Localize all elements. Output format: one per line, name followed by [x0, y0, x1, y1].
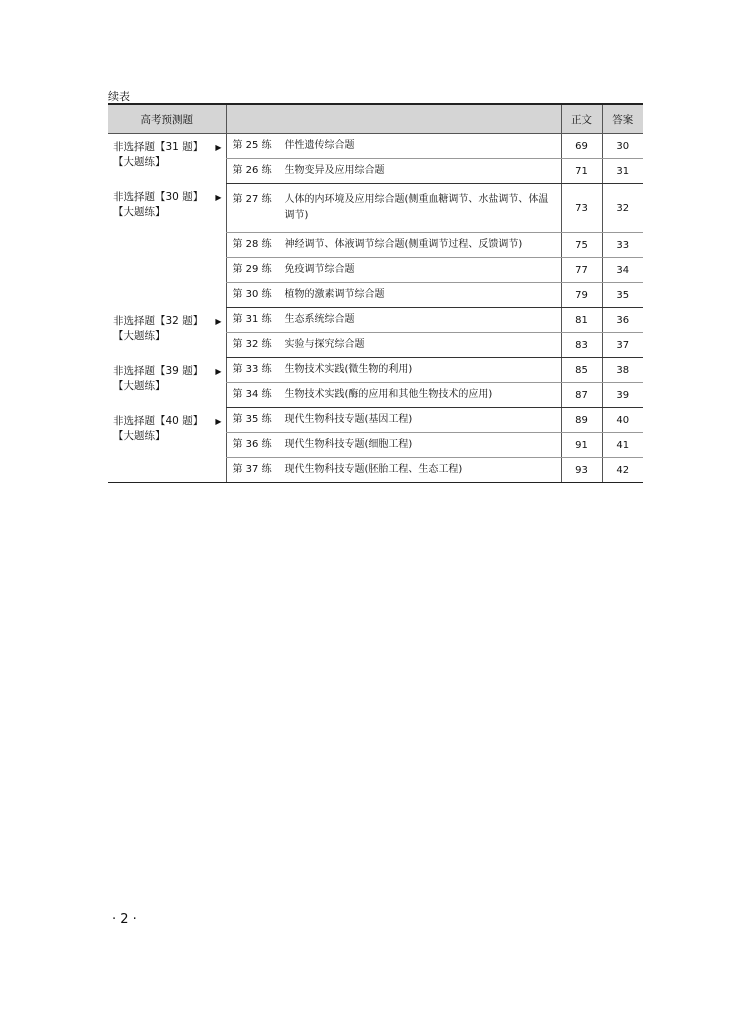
answer-page: 37 — [602, 333, 643, 358]
body-page: 75 — [561, 233, 602, 258]
lesson-number: 第 28 练 — [232, 239, 272, 250]
item-cell[interactable] — [226, 283, 561, 308]
lesson-title: 生物变异及应用综合题 — [284, 165, 385, 176]
answer-page: 41 — [602, 433, 643, 458]
triangle-right-icon: ▶ — [215, 192, 222, 202]
body-page: 79 — [561, 283, 602, 308]
body-page: 85 — [561, 358, 602, 383]
answer-page: 33 — [602, 233, 643, 258]
lesson-title: 生态系统综合题 — [284, 314, 355, 325]
body-page: 91 — [561, 433, 602, 458]
lesson-number: 第 27 练 — [232, 194, 272, 205]
lesson-title: 神经调节、体液调节综合题(侧重调节过程、反馈调节) — [284, 239, 523, 250]
section-cell — [108, 184, 226, 308]
section-subtitle: 【大题练】 — [113, 205, 166, 218]
item-cell[interactable] — [226, 159, 561, 184]
section-cell — [108, 358, 226, 408]
triangle-right-icon: ▶ — [215, 316, 222, 326]
body-page: 87 — [561, 383, 602, 408]
page-number: · 2 · — [112, 912, 137, 927]
lesson-title: 现代生物科技专题(胚胎工程、生态工程) — [284, 464, 463, 475]
answer-page: 36 — [602, 308, 643, 333]
answer-page: 34 — [602, 258, 643, 283]
answer-page: 39 — [602, 383, 643, 408]
section-title: 非选择题【31 题】 — [113, 141, 204, 153]
item-cell[interactable] — [226, 184, 561, 233]
item-cell[interactable] — [226, 358, 561, 383]
item-cell[interactable] — [226, 258, 561, 283]
lesson-title: 现代生物科技专题(细胞工程) — [284, 439, 413, 450]
answer-page: 38 — [602, 358, 643, 383]
answer-page: 40 — [602, 408, 643, 433]
item-cell[interactable] — [226, 233, 561, 258]
lesson-number: 第 30 练 — [232, 289, 272, 300]
table-row — [108, 134, 643, 159]
table-row — [108, 184, 643, 233]
item-cell[interactable] — [226, 383, 561, 408]
lesson-number: 第 26 练 — [232, 165, 272, 176]
triangle-right-icon: ▶ — [215, 416, 222, 426]
section-subtitle: 【大题练】 — [113, 156, 166, 168]
lesson-title: 现代生物科技专题(基因工程) — [284, 414, 413, 425]
lesson-number: 第 35 练 — [232, 414, 272, 425]
lesson-title: 免疫调节综合题 — [284, 264, 355, 275]
lesson-number: 第 31 练 — [232, 314, 272, 325]
table-row — [108, 308, 643, 333]
section-subtitle: 【大题练】 — [113, 379, 166, 392]
body-page: 93 — [561, 458, 602, 483]
lesson-title: 人体的内环境及应用综合题(侧重血糖调节、水盐调节、体温调节) — [284, 194, 549, 221]
triangle-right-icon: ▶ — [215, 366, 222, 376]
lesson-number: 第 25 练 — [232, 140, 272, 151]
lesson-title: 生物技术实践(酶的应用和其他生物技术的应用) — [284, 389, 493, 400]
section-title: 非选择题【40 题】 — [113, 414, 204, 427]
lesson-number: 第 36 练 — [232, 439, 272, 450]
answer-page: 42 — [602, 458, 643, 483]
item-cell[interactable] — [226, 333, 561, 358]
section-title: 非选择题【32 题】 — [113, 314, 204, 327]
body-page: 71 — [561, 159, 602, 184]
lesson-number: 第 37 练 — [232, 464, 272, 475]
section-subtitle: 【大题练】 — [113, 429, 166, 442]
triangle-right-icon: ▶ — [215, 143, 222, 152]
answer-page: 30 — [602, 134, 643, 159]
body-page: 81 — [561, 308, 602, 333]
item-cell[interactable] — [226, 408, 561, 433]
table-row — [108, 358, 643, 383]
lesson-number: 第 34 练 — [232, 389, 272, 400]
item-cell[interactable] — [226, 134, 561, 159]
answer-page: 32 — [602, 184, 643, 233]
body-page: 89 — [561, 408, 602, 433]
answer-page: 31 — [602, 159, 643, 184]
lesson-title: 生物技术实践(微生物的利用) — [284, 364, 413, 375]
item-cell[interactable] — [226, 308, 561, 333]
section-cell — [108, 134, 226, 184]
body-page: 83 — [561, 333, 602, 358]
lesson-title: 植物的激素调节综合题 — [284, 289, 385, 300]
header-item — [226, 104, 561, 134]
lesson-number: 第 32 练 — [232, 339, 272, 350]
lesson-title: 伴性遗传综合题 — [284, 140, 355, 151]
header-answer-page: 答案 — [602, 104, 643, 134]
lesson-title: 实验与探究综合题 — [284, 339, 365, 350]
header-body-page: 正文 — [561, 104, 602, 134]
section-cell — [108, 308, 226, 358]
lesson-number: 第 33 练 — [232, 364, 272, 375]
table-caption: 续表 — [108, 90, 130, 103]
contents-table — [108, 103, 643, 483]
section-title: 非选择题【30 题】 — [113, 190, 204, 203]
section-title: 非选择题【39 题】 — [113, 364, 204, 377]
body-page: 77 — [561, 258, 602, 283]
answer-page: 35 — [602, 283, 643, 308]
body-page: 69 — [561, 134, 602, 159]
table-header-row — [108, 104, 643, 134]
section-cell — [108, 408, 226, 483]
item-cell[interactable] — [226, 433, 561, 458]
section-subtitle: 【大题练】 — [113, 329, 166, 342]
table-row — [108, 408, 643, 433]
lesson-number: 第 29 练 — [232, 264, 272, 275]
body-page: 73 — [561, 184, 602, 233]
item-cell[interactable] — [226, 458, 561, 483]
header-section: 高考预测题 — [108, 104, 226, 134]
